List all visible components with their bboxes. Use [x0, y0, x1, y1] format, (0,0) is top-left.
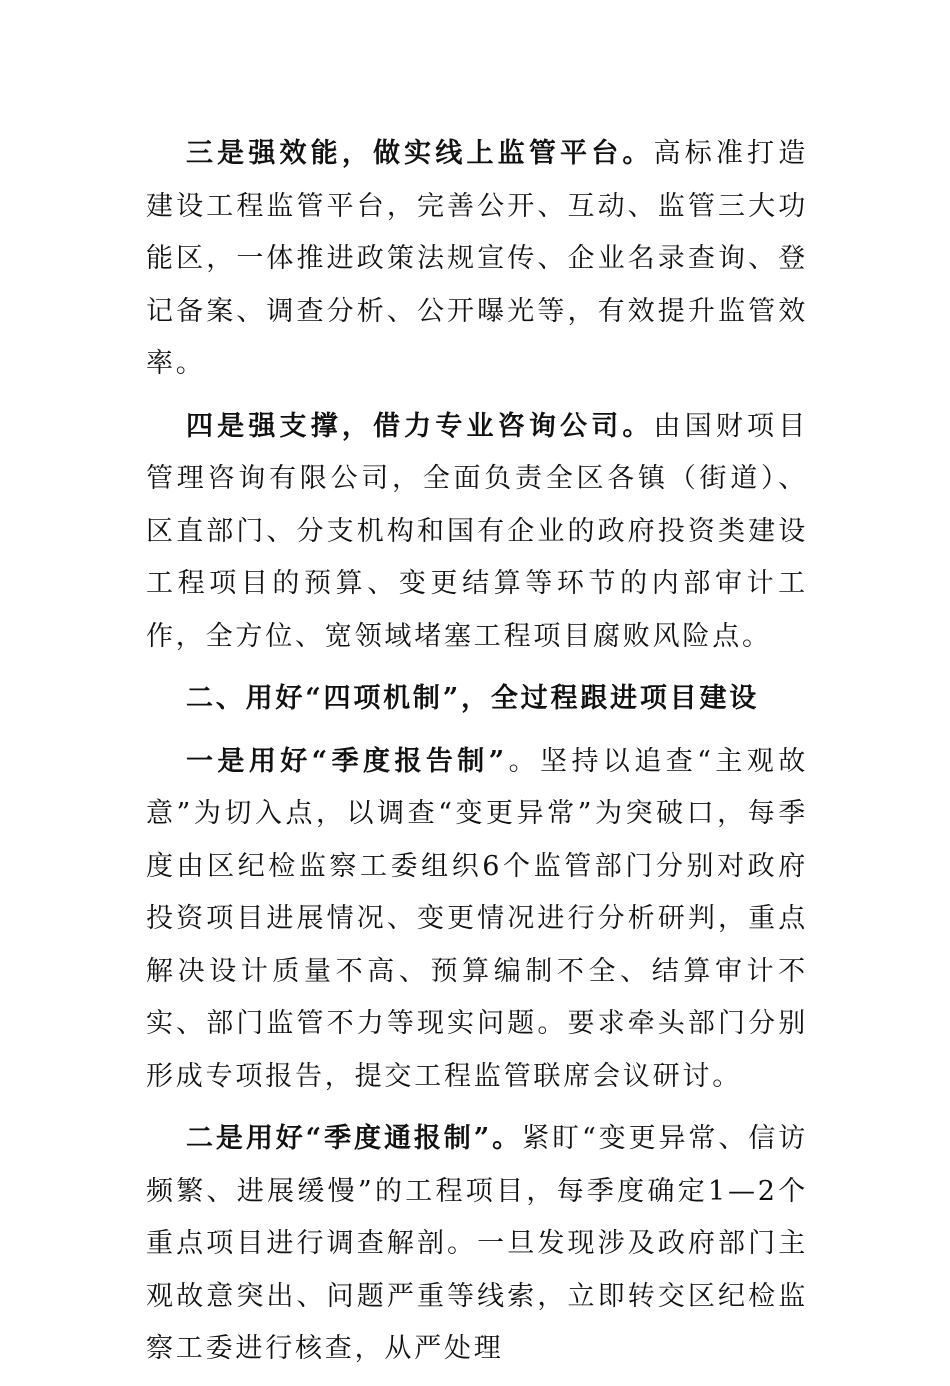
paragraph-lead: 一是用好“季度报告制”: [186, 745, 508, 777]
paragraph-body: 高标准打造建设工程监管平台，完善公开、互动、监管三大功能区，一体推进政策法规宣传、企业名录查询、登记备案、调查分析、公开曝光等，有效提升监管效率。: [146, 138, 809, 379]
document-page: [146, 128, 808, 1386]
paragraph-body: 由国财项目管理咨询有限公司，全面负责全区各镇（街道）、区直部门、分支机构和国有企业的政府投资类建设工程项目的预算、变更结算等环节的内部审计工作，全方位、宽领域堵塞工程项目腐败风险点。: [146, 410, 809, 652]
paragraph-lead: 四是强支撑，借力专业咨询公司。: [186, 410, 654, 442]
section-heading: 二、用好“四项机制”，全过程跟进项目建设: [186, 683, 760, 714]
paragraph-body: 紧盯“变更异常、信访频繁、进展缓慢”的工程项目，每季度确定1—2个重点项目进行调查解剖。一旦发现涉及政府部门主观故意突出、问题严重等线索，立即转交区纪检监察工委进行核查，从严处理: [146, 1123, 808, 1364]
paragraph-body: 。坚持以追查“主观故意”为切入点，以调查“变更异常”为突破口，每季度由区纪检监察工委组织6个监管部门分别对政府投资项目进展情况、变更情况进行分析研判，重点解决设计质量不高、预算编制不全、结算审计不实、部门监管不力等现实问题。要求牵头部门分别形成专项报告，提交工程监管联席会议研讨。: [146, 745, 808, 1092]
paragraph-support: [146, 401, 808, 664]
paragraph-quarterly-notice: [146, 1113, 808, 1376]
paragraph-lead: 三是强效能，做实线上监管平台。: [186, 138, 654, 169]
paragraph-efficiency: [146, 128, 808, 391]
paragraph-quarterly-report: [146, 736, 808, 1104]
paragraph-lead: 二是用好“季度通报制”。: [186, 1123, 523, 1154]
